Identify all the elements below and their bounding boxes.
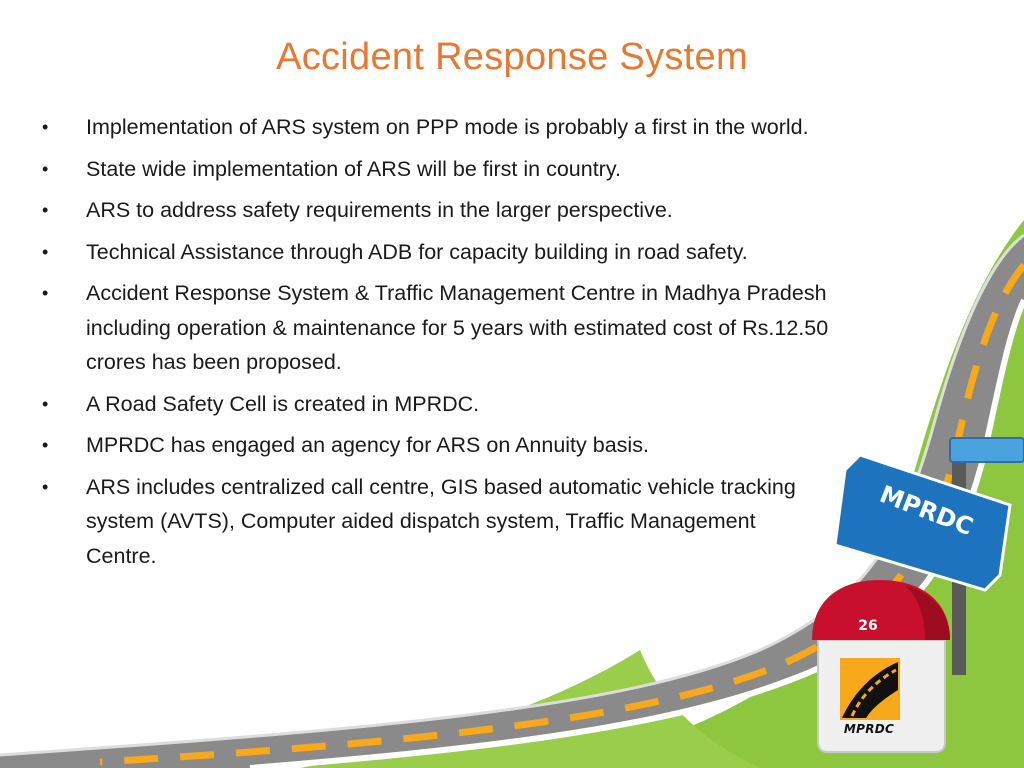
bullet-dot: • — [42, 283, 49, 303]
list-item — [40, 110, 830, 145]
list-item-text: A Road Safety Cell is created in MPRDC. — [86, 391, 480, 416]
bullet-dot: • — [42, 200, 49, 220]
list-item-text: MPRDC has engaged an agency for ARS on Annuity basis. — [86, 433, 649, 457]
list-item-text: Accident Response System & Traffic Management Centre in Madhya Pradesh including operation & maintenance for 5 years with estimated cost of Rs.12.50 crores has been proposed. — [86, 281, 829, 374]
signpost-cap — [950, 438, 1024, 462]
list-item — [40, 387, 830, 422]
bullet-dot: • — [42, 117, 49, 137]
list-item — [40, 276, 830, 380]
list-item-text: Implementation of ARS system on PPP mode is probably a first in the world. — [86, 115, 809, 139]
list-item — [40, 428, 830, 463]
milestone-logo-text: MPRDC — [843, 722, 895, 736]
signboard-label: MPRDC — [875, 480, 978, 542]
list-item-text: ARS to address safety requirements in the larger perspective. — [86, 198, 673, 222]
list-item — [40, 235, 830, 270]
bullet-dot: • — [42, 158, 49, 179]
milestone-number: 26 — [858, 618, 878, 634]
list-item — [40, 470, 830, 574]
list-item-text: Technical Assistance through ADB for capacity building in road safety. — [86, 239, 748, 264]
list-item — [40, 193, 830, 228]
list-item-text: ARS includes centralized call centre, GIS based automatic vehicle tracking system (AVTS), Computer aided dispatch system, Traffic Management Centre. — [86, 474, 796, 568]
bullet-list — [40, 110, 830, 580]
list-item-text: State wide implementation of ARS will be first in country. — [86, 156, 621, 181]
bullet-dot: • — [42, 393, 49, 414]
bullet-dot: • — [42, 241, 49, 262]
bullet-dot: • — [42, 435, 49, 455]
slide-title: Accident Response System — [276, 36, 748, 78]
bullet-dot: • — [42, 476, 49, 497]
list-item — [40, 152, 830, 187]
